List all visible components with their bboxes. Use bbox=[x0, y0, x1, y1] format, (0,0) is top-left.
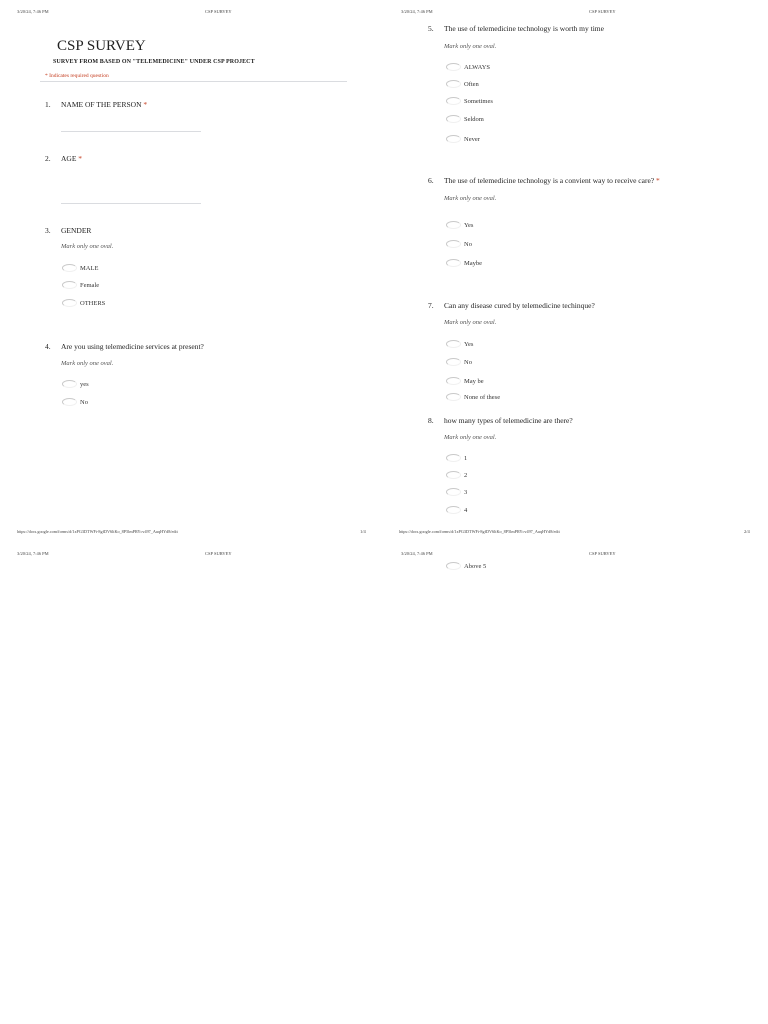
question-number: 1. bbox=[45, 100, 51, 109]
question-text: GENDER bbox=[61, 226, 92, 235]
question-number: 3. bbox=[45, 226, 51, 235]
print-header-date: 3/20/24, 7:46 PM bbox=[17, 9, 49, 14]
print-header-title: CSP SURVEY bbox=[205, 551, 232, 556]
print-header-title: CSP SURVEY bbox=[589, 9, 616, 14]
form-subtitle: SURVEY FROM BASED ON "TELEMEDICINE" UNDER CSP PROJECT bbox=[53, 59, 255, 65]
radio-oval[interactable] bbox=[446, 562, 461, 570]
question-number: 2. bbox=[45, 154, 51, 163]
print-footer-url: https://docs.google.com/forms/d/1xPG3DTWFi-8gfDV6ltKo_8P5lmPRYcv497_AuqHYd8/edit bbox=[399, 529, 560, 534]
name-answer-field[interactable] bbox=[61, 131, 201, 132]
question-text: The use of telemedicine technology is worth my time bbox=[444, 24, 604, 33]
print-header-date: 3/20/24, 7:46 PM bbox=[401, 9, 433, 14]
mark-one-hint: Mark only one oval. bbox=[61, 360, 114, 367]
question-text: Can any disease cured by telemedicine techinque? bbox=[444, 301, 595, 310]
radio-oval[interactable] bbox=[446, 358, 461, 366]
page-4: 3/20/24, 7:46 PM CSP SURVEY Above 5 bbox=[401, 551, 616, 570]
radio-oval[interactable] bbox=[62, 299, 77, 307]
page-2: 3/20/24, 7:46 PM CSP SURVEY 5. The use of telemedicine technology is worth my time Mark only one oval. ALWAYS Often Sometimes Seldom Never 6. The use of telemedicine technology is a convient way to receive care? * Mark only one oval. Yes No Maybe 7. Can any disease cured by telemedicine techinque? Mark only one oval. Yes No May be None of these 8. how many types of telemedicine are there? Mark only one oval. 1 2 3 4 https://docs.google.com/forms/d/1xPG3DTWFi-8gfDV6ltKo_8P5lmPRYcv497_AuqHYd8/edit 2/4 bbox=[399, 9, 750, 534]
mark-one-hint: Mark only one oval. bbox=[444, 195, 497, 202]
question-text: AGE bbox=[61, 154, 77, 163]
radio-oval[interactable] bbox=[446, 471, 461, 479]
question-text: The use of telemedicine technology is a convient way to receive care? bbox=[444, 176, 655, 185]
print-footer-url: https://docs.google.com/forms/d/1xPG3DTWFi-8gfDV6ltKo_8P5lmPRYcv497_AuqHYd8/edit bbox=[17, 529, 178, 534]
required-star: * bbox=[78, 154, 83, 163]
page-3 bbox=[0, 546, 384, 606]
print-header-title: CSP SURVEY bbox=[589, 551, 616, 556]
header-divider bbox=[40, 81, 347, 82]
mark-one-hint: Mark only one oval. bbox=[61, 243, 114, 250]
radio-oval[interactable] bbox=[446, 80, 461, 88]
radio-oval[interactable] bbox=[62, 264, 77, 272]
radio-oval[interactable] bbox=[446, 377, 461, 385]
radio-oval[interactable] bbox=[62, 380, 77, 388]
radio-oval[interactable] bbox=[446, 97, 461, 105]
radio-oval[interactable] bbox=[446, 340, 461, 348]
age-answer-field[interactable] bbox=[61, 203, 201, 204]
form-title: CSP SURVEY bbox=[57, 38, 146, 54]
print-header-date: 3/20/24, 7:46 PM bbox=[17, 551, 49, 556]
radio-oval[interactable] bbox=[446, 259, 461, 267]
print-footer-page: 1/4 bbox=[360, 529, 366, 534]
question-text: how many types of telemedicine are there? bbox=[444, 416, 573, 425]
radio-oval[interactable] bbox=[62, 398, 77, 406]
radio-oval[interactable] bbox=[446, 488, 461, 496]
radio-oval[interactable] bbox=[62, 281, 77, 289]
required-star: * bbox=[656, 176, 660, 185]
question-number: 8. bbox=[428, 416, 434, 425]
print-header-title: CSP SURVEY bbox=[205, 9, 232, 14]
radio-oval[interactable] bbox=[446, 393, 461, 401]
radio-oval[interactable] bbox=[446, 221, 461, 229]
required-star: * bbox=[143, 100, 148, 109]
mark-one-hint: Mark only one oval. bbox=[444, 43, 497, 50]
required-note: * Indicates required question bbox=[45, 73, 109, 79]
question-number: 6. bbox=[428, 176, 434, 185]
radio-oval[interactable] bbox=[446, 240, 461, 248]
mark-one-hint: Mark only one oval. bbox=[444, 319, 497, 326]
print-footer-page: 2/4 bbox=[744, 529, 750, 534]
radio-oval[interactable] bbox=[446, 115, 461, 123]
radio-oval[interactable] bbox=[446, 454, 461, 462]
radio-oval[interactable] bbox=[446, 506, 461, 514]
question-text: NAME OF THE PERSON bbox=[61, 100, 142, 109]
question-number: 7. bbox=[428, 301, 434, 310]
print-header-date: 3/20/24, 7:46 PM bbox=[401, 551, 433, 556]
page-1: 3/20/24, 7:46 PM CSP SURVEY CSP SURVEY SURVEY FROM BASED ON "TELEMEDICINE" UNDER CSP PROJECT * Indicates required question 1. NAME OF THE PERSON * 2. AGE * 3. GENDER Mark only one oval. MALE Female OTHERS 4. Are you using telemedicine services at present? Mark only one oval. yes No https://docs.google.com/forms/d/1xPG3DTWFi-8gfDV6ltKo_8P5lmPRYcv497_AuqHYd8/edit 1/4 bbox=[17, 9, 366, 534]
radio-oval[interactable] bbox=[446, 63, 461, 71]
question-number: 5. bbox=[428, 24, 434, 33]
radio-oval[interactable] bbox=[446, 135, 461, 143]
mark-one-hint: Mark only one oval. bbox=[444, 434, 497, 441]
question-text: Are you using telemedicine services at present? bbox=[61, 342, 204, 351]
question-number: 4. bbox=[45, 342, 51, 351]
